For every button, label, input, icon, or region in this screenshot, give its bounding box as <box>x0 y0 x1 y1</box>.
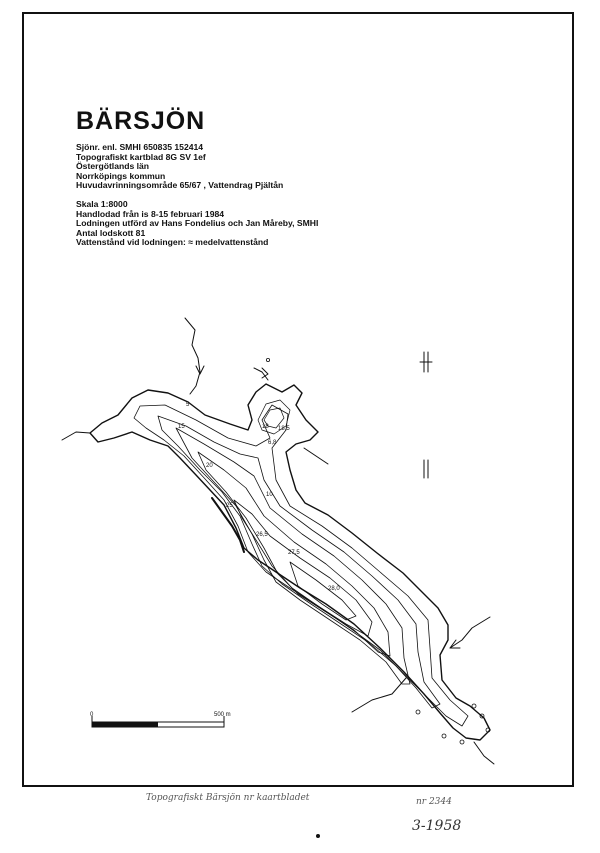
survey-line-soundings: Antal lodskott 81 <box>76 227 146 238</box>
depth-label: 18 <box>262 424 269 430</box>
depth-label: 27,5 <box>288 550 300 556</box>
inflow-stream-bay <box>254 368 268 380</box>
scale-bar-start-label: 0 <box>90 712 94 718</box>
sounding-marker <box>442 734 446 738</box>
inflow-stream-southeast <box>450 617 490 648</box>
depth-label: 6,8 <box>268 440 277 446</box>
sounding-marker <box>460 740 464 744</box>
info-line-county: Östergötlands län <box>76 161 150 172</box>
stream-arrow <box>450 640 460 648</box>
depth-contour-10 <box>158 416 440 708</box>
scale-bar <box>90 712 231 727</box>
depth-contour-25 <box>234 500 372 636</box>
map-title: BÄRSJÖN <box>76 107 206 135</box>
inflow-west <box>62 432 90 440</box>
stream-east <box>304 448 328 464</box>
map-tick <box>424 460 428 478</box>
depth-label: 20 <box>206 463 213 469</box>
survey-line-scale: Skala 1:8000 <box>76 198 128 209</box>
survey-line-date: Handlodad från is 8-15 februari 1984 <box>76 208 225 219</box>
stream-south-west <box>352 678 406 712</box>
survey-line-water-level: Vattenstånd vid lodningen: ≈ medelvattenstånd <box>76 237 269 248</box>
sounding-marker <box>472 704 476 708</box>
depth-label: 26,5 <box>256 532 268 538</box>
inflow-stream-north <box>185 318 200 394</box>
depth-label: 28,0 <box>328 586 340 592</box>
info-line-map-sheet: Topografiskt kartblad 8G SV 1ef <box>76 151 206 162</box>
handwritten-number: nr 2344 <box>416 797 452 807</box>
map-tick <box>420 352 432 372</box>
info-line-lake-number: Sjönr. enl. SMHI 650835 152414 <box>76 142 204 152</box>
info-line-municipality: Norrköpings kommun <box>76 170 166 181</box>
depth-label: 15 <box>178 424 185 430</box>
handwritten-note-left: Topografiskt Bärsjön nr kaartbladet <box>146 793 310 803</box>
depth-contour-27 <box>290 562 356 620</box>
handwritten-date: 3-1958 <box>412 818 462 834</box>
depth-label: 10 <box>266 492 273 498</box>
sounding-marker <box>416 710 420 714</box>
stream-south <box>474 742 494 764</box>
info-line-drainage-area: Huvudavrinningsområde 65/67 , Vattendrag Pjältån <box>76 180 284 191</box>
survey-line-surveyors: Lodningen utförd av Hans Fondelius och Jan Måreby, SMHI <box>76 218 319 229</box>
depth-label: 25 <box>226 503 233 509</box>
scale-bar-end-label: 500 m <box>214 712 231 718</box>
depth-label: 5 <box>186 402 190 408</box>
depth-label: 18,5 <box>278 426 290 432</box>
sounding-marker <box>266 358 269 361</box>
page-dot <box>316 834 320 838</box>
